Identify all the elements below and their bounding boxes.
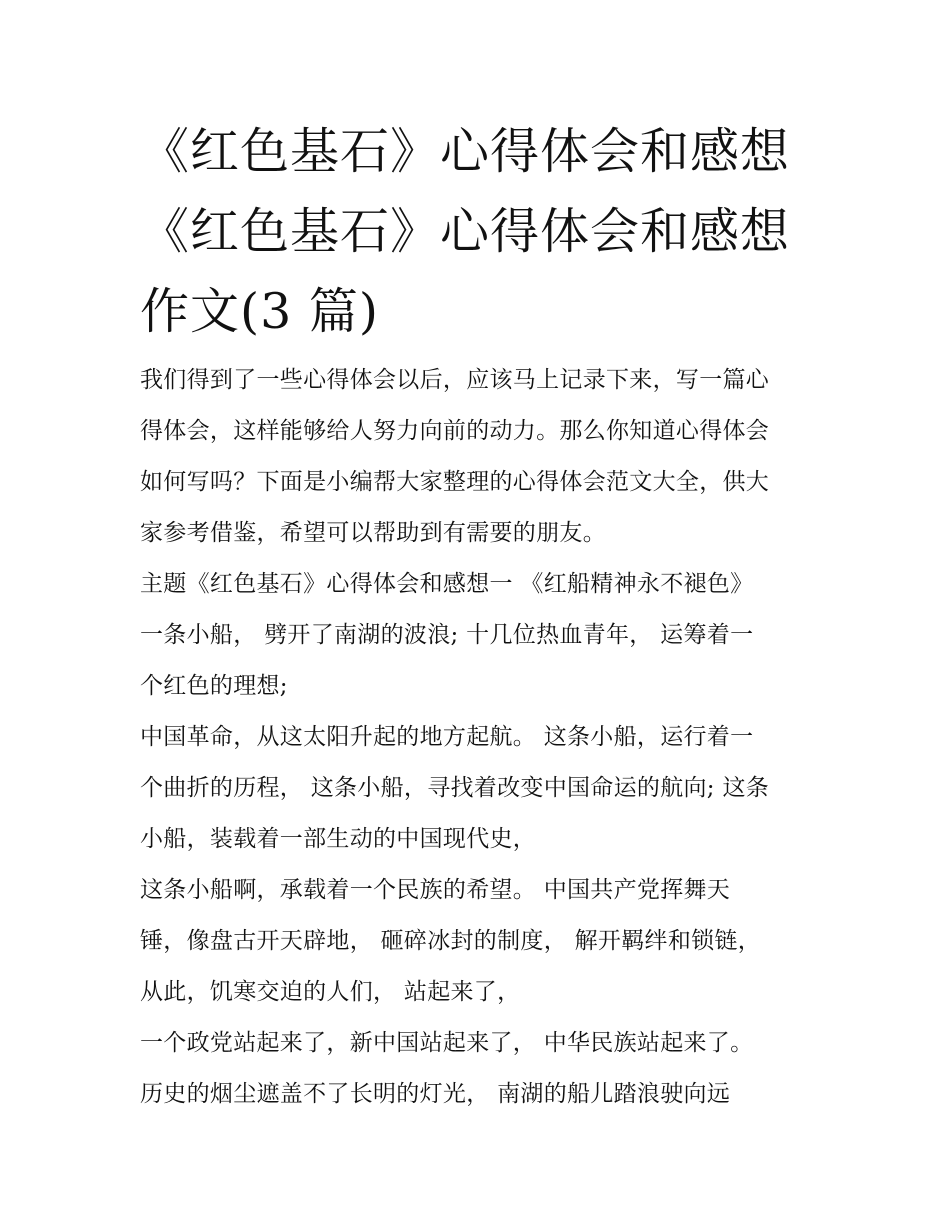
title-line: 作文(3 篇) xyxy=(140,283,379,340)
body-line: 这条小船啊，承载着一个民族的希望。 中国共产党挥舞天 xyxy=(140,877,731,903)
body-line: 个曲折的历程， 这条小船，寻找着改变中国命运的航向; 这条 xyxy=(140,775,770,801)
body-line: 主题《红色基石》心得体会和感想一 《红船精神永不褪色》 xyxy=(140,571,754,597)
body-line: 一个政党站起来了，新中国站起来了， 中华民族站起来了。 xyxy=(140,1030,754,1056)
title-line: 《红色基石》心得体会和感想 xyxy=(140,123,791,180)
document-body xyxy=(140,355,830,1120)
body-line: 小船，装载着一部生动的中国现代史， xyxy=(140,826,537,852)
body-line: 如何写吗？下面是小编帮大家整理的心得体会范文大全，供大 xyxy=(140,469,770,495)
title-line: 《红色基石》心得体会和感想 xyxy=(140,203,791,260)
body-line: 我们得到了一些心得体会以后，应该马上记录下来，写一篇心 xyxy=(140,367,770,393)
body-line: 锤，像盘古开天辟地， 砸碎冰封的制度， 解开羁绊和锁链， xyxy=(140,928,762,954)
body-line: 一条小船， 劈开了南湖的波浪; 十几位热血青年， 运筹着一 xyxy=(140,622,754,648)
body-line: 得体会，这样能够给人努力向前的动力。那么你知道心得体会 xyxy=(140,418,770,444)
body-line: 从此，饥寒交迫的人们， 站起来了， xyxy=(140,979,521,1005)
document-title xyxy=(140,112,840,352)
body-line: 中国革命，从这太阳升起的地方起航。 这条小船，运行着一 xyxy=(140,724,754,750)
body-line: 历史的烟尘遮盖不了长明的灯光， 南湖的船儿踏浪驶向远 xyxy=(140,1081,731,1107)
body-line: 个红色的理想; xyxy=(140,673,288,699)
body-line: 家参考借鉴，希望可以帮助到有需要的朋友。 xyxy=(140,520,606,546)
